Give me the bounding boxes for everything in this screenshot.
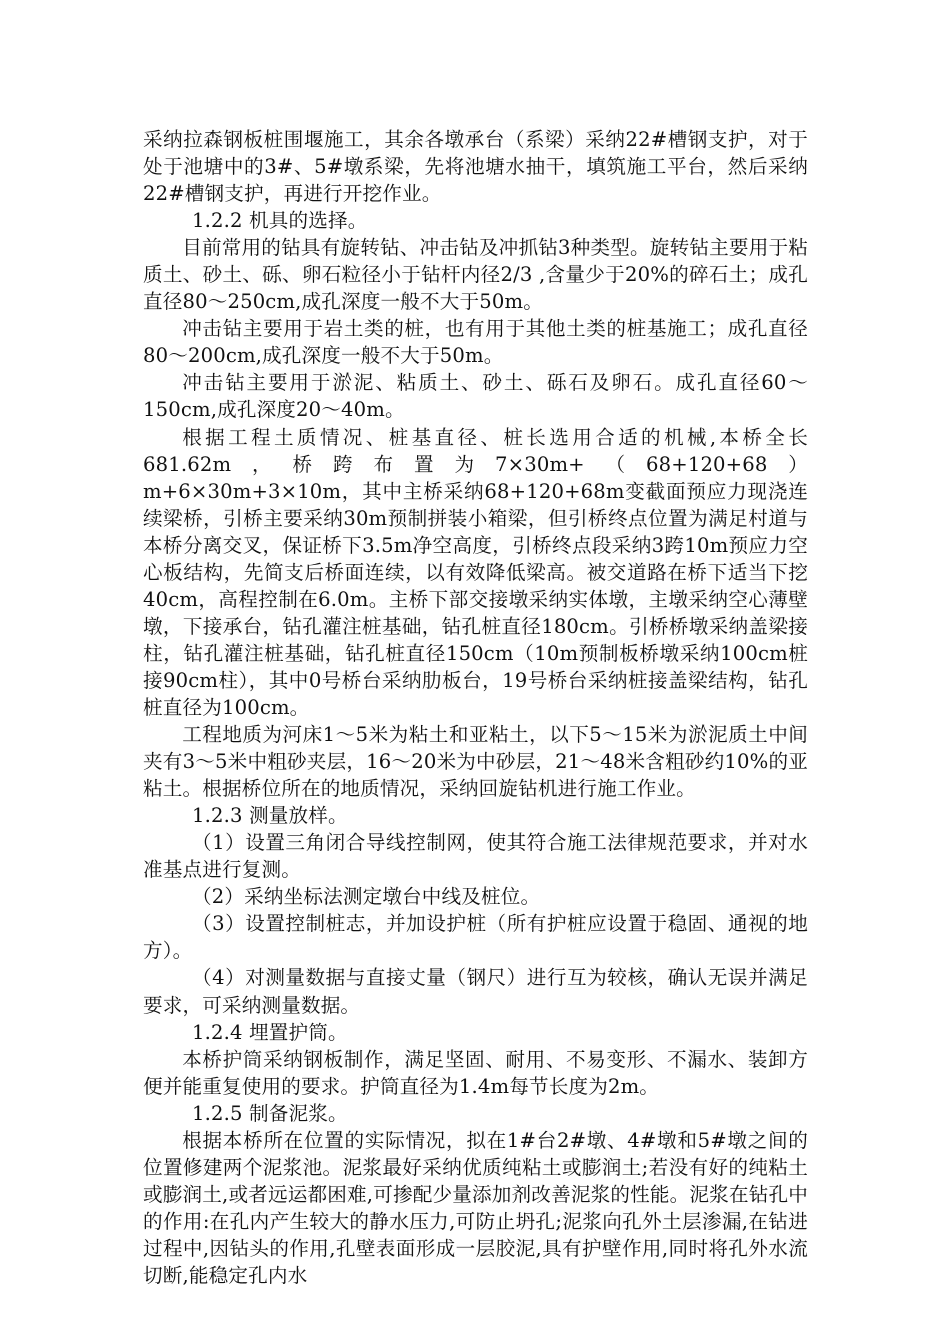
section-heading-1-2-3: 1.2.3 测量放样。 bbox=[192, 804, 348, 828]
list-item: （4）对测量数据与直接丈量（钢尺）进行互为较核，确认无误并满足要求，可采纳测量数据。 bbox=[143, 966, 808, 1017]
list-item: （2）采纳坐标法测定墩台中线及桩位。 bbox=[192, 885, 541, 909]
paragraph: 目前常用的钻具有旋转钻、冲击钻及冲抓钻3种类型。旋转钻主要用于粘质土、砂土、砾、卵石粒径小于钻杆内径2/3 ,含量少于20%的碎石土；成孔直径80～250cm,成孔深度一般不大于50m。 bbox=[143, 236, 808, 314]
paragraph: 根据工程土质情况、桩基直径、桩长选用合适的机械,本桥全长681.62m，桥跨布置为7×30m+（68+120+68）m+6×30m+3×10m，其中主桥采纳68+120+68m变截面预应力现浇连续梁桥，引桥主要采纳30m预制拼装小箱梁，但引桥终点位置为满足村道与本桥分离交叉，保证桥下3.5m净空高度，引桥终点段采纳3跨10m预应力空心板结构，先简支后桥面连续，以有效降低梁高。被交道路在桥下适当下挖40cm，高程控制在6.0m。主桥下部交接墩采纳实体墩，主墩采纳空心薄壁墩，下接承台，钻孔灌注桩基础，钻孔桩直径180cm。引桥桥墩采纳盖梁接柱，钻孔灌注桩基础，钻孔桩直径150cm（10m预制板桥墩采纳100cm桩接90cm柱），其中0号桥台采纳肋板台，19号桥台采纳桩接盖梁结构，钻孔桩直径为100cm。 bbox=[143, 425, 808, 719]
paragraph: 工程地质为河床1～5米为粘土和亚粘土，以下5～15米为淤泥质土中间夹有3～5米中粗砂夹层，16～20米为中砂层，21～48米含粗砂约10%的亚粘土。根据桥位所在的地质情况，采纳回旋钻机进行施工作业。 bbox=[143, 723, 808, 801]
document-body bbox=[143, 126, 808, 1289]
section-heading-1-2-2: 1.2.2 机具的选择。 bbox=[192, 209, 368, 233]
section-heading-1-2-5: 1.2.5 制备泥浆。 bbox=[192, 1101, 348, 1125]
list-item: （3）设置控制桩志，并加设护桩（所有护桩应设置于稳固、通视的地方）。 bbox=[143, 912, 808, 963]
paragraph: 采纳拉森钢板桩围堰施工，其余各墩承台（系梁）采纳22#槽钢支护，对于处于池塘中的3#、5#墩系梁，先将池塘水抽干，填筑施工平台，然后采纳22#槽钢支护，再进行开挖作业。 bbox=[143, 128, 808, 206]
paragraph: 冲击钻主要用于淤泥、粘质土、砂土、砾石及卵石。成孔直径60～150cm,成孔深度20～40m。 bbox=[143, 371, 808, 422]
paragraph: 冲击钻主要用于岩土类的桩，也有用于其他土类的桩基施工；成孔直径80～200cm,成孔深度一般不大于50m。 bbox=[143, 317, 808, 368]
paragraph: 本桥护筒采纳钢板制作，满足坚固、耐用、不易变形、不漏水、装卸方便并能重复使用的要求。护筒直径为1.4m每节长度为2m。 bbox=[143, 1047, 808, 1098]
section-heading-1-2-4: 1.2.4 埋置护筒。 bbox=[192, 1020, 348, 1044]
list-item: （1）设置三角闭合导线控制网，使其符合施工法律规范要求，并对水准基点进行复测。 bbox=[143, 831, 808, 882]
paragraph: 根据本桥所在位置的实际情况，拟在1#台2#墩、4#墩和5#墩之间的位置修建两个泥浆池。泥浆最好采纳优质纯粘土或膨润土;若没有好的纯粘土或膨润土,或者远运都困难,可掺配少量添加剂改善泥浆的性能。泥浆在钻孔中的作用:在孔内产生较大的静水压力,可防止坍孔;泥浆向孔外土层渗漏,在钻进过程中,因钻头的作用,孔壁表面形成一层胶泥,具有护壁作用,同时将孔外水流切断,能稳定孔内水 bbox=[143, 1128, 808, 1287]
